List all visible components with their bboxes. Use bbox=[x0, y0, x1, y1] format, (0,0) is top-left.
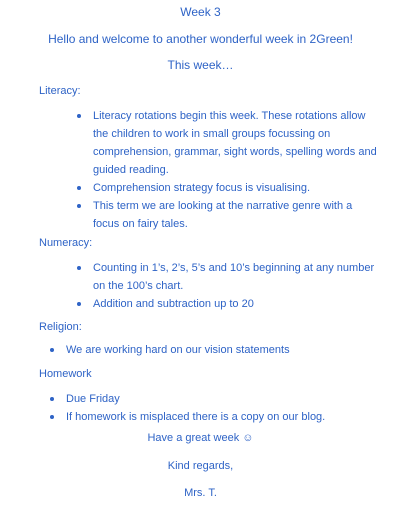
week-title: Week 3 bbox=[180, 5, 221, 19]
closing-line: Have a great week ☺ bbox=[147, 432, 254, 444]
list-item bbox=[77, 107, 377, 179]
list-item bbox=[77, 197, 377, 233]
list-item bbox=[50, 408, 370, 426]
bullet-icon bbox=[50, 415, 54, 419]
list-item-text: Comprehension strategy focus is visualising. bbox=[93, 182, 311, 194]
list-item-text: Addition and subtraction up to 20 bbox=[93, 298, 254, 310]
numeracy-list bbox=[77, 259, 377, 313]
literacy-heading: Literacy: bbox=[39, 85, 81, 97]
kind-regards: Kind regards, bbox=[167, 460, 234, 472]
bullet-icon bbox=[77, 186, 81, 190]
list-item-text: Counting in 1’s, 2’s, 5’s and 10’s beginning at any number on the 100’s chart. bbox=[93, 262, 375, 292]
bullet-icon bbox=[77, 302, 81, 306]
bullet-icon bbox=[77, 114, 81, 118]
homework-heading: Homework bbox=[39, 368, 92, 380]
bullet-icon bbox=[50, 348, 54, 352]
literacy-list bbox=[77, 107, 377, 233]
welcome-line: Hello and welcome to another wonderful week in 2Green! bbox=[48, 32, 353, 46]
list-item-text: We are working hard on our vision statements bbox=[66, 344, 290, 356]
religion-heading: Religion: bbox=[39, 321, 82, 333]
bullet-icon bbox=[77, 266, 81, 270]
signature: Mrs. T. bbox=[184, 487, 217, 499]
bullet-icon bbox=[77, 204, 81, 208]
list-item bbox=[50, 390, 370, 408]
list-item-text: If homework is misplaced there is a copy on our blog. bbox=[66, 411, 326, 423]
bullet-icon bbox=[50, 397, 54, 401]
list-item-text: Literacy rotations begin this week. These rotations allow the children to work in small groups focussing on comprehension, grammar, sight words, spelling words and guided reading. bbox=[93, 110, 377, 176]
religion-list bbox=[50, 341, 370, 359]
homework-list bbox=[50, 390, 370, 426]
this-week-heading: This week… bbox=[167, 58, 234, 72]
list-item bbox=[50, 341, 370, 359]
list-item-text: This term we are looking at the narrative genre with a focus on fairy tales. bbox=[93, 200, 353, 230]
list-item bbox=[77, 295, 377, 313]
numeracy-heading: Numeracy: bbox=[39, 237, 93, 249]
list-item bbox=[77, 179, 377, 197]
list-item bbox=[77, 259, 377, 295]
list-item-text: Due Friday bbox=[66, 393, 120, 405]
